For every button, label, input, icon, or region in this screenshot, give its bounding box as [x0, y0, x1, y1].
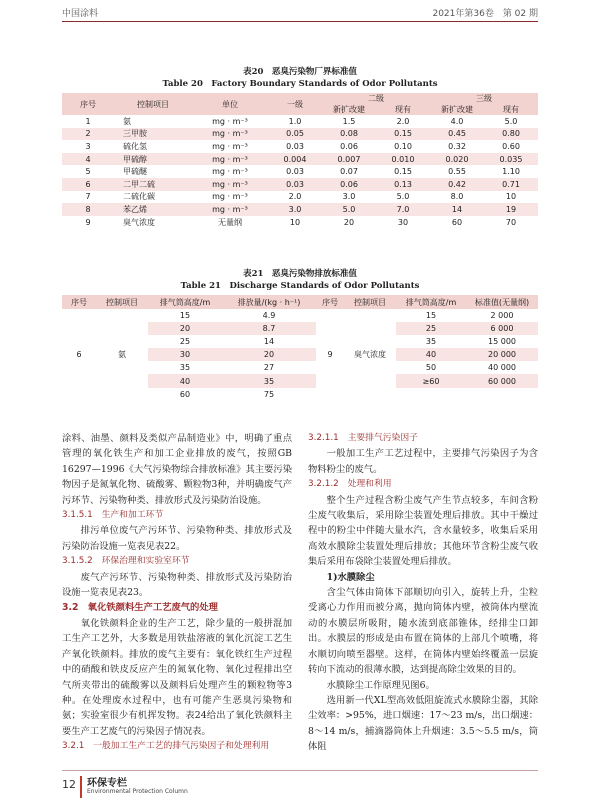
table-cell	[396, 388, 466, 401]
table-cell: 硫化氢	[123, 141, 147, 151]
table-cell: 0.007	[322, 153, 376, 166]
table-cell: 60	[179, 389, 191, 399]
table-cell: 35	[222, 374, 316, 387]
table-cell: 2 000	[490, 311, 514, 321]
t20-head-item: 控制项目	[114, 93, 192, 115]
section-heading-3-2-1-1: 3.2.1.1 主要排气污染因子	[308, 433, 418, 443]
section-heading-3-1-5-2: 3.1.5.2 环保治理和实验室环节	[62, 556, 190, 567]
right-column	[308, 431, 538, 755]
table-row	[62, 309, 538, 322]
t21-head-no2: 序号	[316, 295, 344, 309]
t21-head-height2: 排气筒高度/m	[396, 295, 466, 309]
table-cell: 40	[148, 374, 222, 387]
table-cell: 8.0	[450, 192, 464, 202]
table-cell: 0.07	[340, 167, 358, 177]
t21-head-rate: 排放量/(kg · h⁻¹)	[222, 295, 316, 309]
table-cell: 0.10	[394, 141, 412, 151]
section-heading-3-2: 3.2 氧化铁颜料生产工艺废气的处理	[62, 602, 218, 614]
table-row	[62, 140, 538, 153]
table-cell: 8.7	[222, 322, 316, 335]
table-cell: 氨	[118, 350, 126, 360]
column-subtitle: Environmental Protection Column	[87, 788, 188, 795]
table-cell: 3.0	[342, 192, 356, 202]
table-cell: 三甲胺	[114, 128, 192, 141]
table-cell: 35	[425, 337, 437, 347]
table-cell: 10	[289, 217, 301, 227]
table-cell: mg · m⁻³	[192, 153, 268, 166]
table-cell: 2.0	[288, 192, 302, 202]
table-cell: 0.08	[322, 128, 376, 141]
table-cell: 50	[425, 363, 437, 373]
table-cell: 25	[179, 337, 191, 347]
table-cell	[466, 388, 538, 401]
table-cell: 0.020	[430, 153, 484, 166]
table-cell: 氨	[123, 116, 131, 126]
table-cell: 0.15	[376, 128, 430, 141]
table-cell: 60 000	[466, 374, 538, 387]
table-row	[62, 191, 538, 204]
table-cell: 0.80	[484, 128, 538, 141]
table-cell: 0.55	[448, 167, 466, 177]
table-cell: 苯乙烯	[114, 203, 192, 216]
table-cell: 9	[327, 350, 333, 360]
table-cell: 1.10	[502, 167, 520, 177]
table-cell: 二硫化碳	[123, 192, 155, 202]
table-row	[62, 178, 538, 191]
table-cell: 40	[396, 348, 466, 361]
table-cell: 4.0	[450, 116, 464, 126]
t20-head-grade3: 三级	[430, 93, 538, 104]
table-cell: ≥60	[396, 374, 466, 387]
journal-name: 中国涂料	[62, 9, 99, 19]
table-cell: 3.0	[268, 203, 322, 216]
table20	[62, 93, 538, 228]
table-cell: 15	[179, 311, 191, 321]
table-cell: 臭气浓度	[123, 217, 155, 227]
table-cell: mg · m⁻³	[212, 116, 248, 126]
table-cell: 0.42	[430, 178, 484, 191]
table-cell: 4.9	[262, 311, 276, 321]
paragraph: 一般加工生产工艺过程中，主要排气污染因子为含物料粉尘的废气。	[308, 448, 538, 475]
table-cell: 27	[263, 363, 275, 373]
table-cell: 0.45	[430, 128, 484, 141]
table-cell: 20	[148, 322, 222, 335]
table-cell: 0.60	[502, 141, 520, 151]
table-cell: mg · m⁻³	[192, 128, 268, 141]
table21	[62, 295, 538, 401]
table-cell: mg · m⁻³	[212, 141, 248, 151]
table-cell: 14	[430, 203, 484, 216]
paragraph: 排污单位废气产污环节、污染物种类、排放形式及污染防治设施一览表见表22。	[62, 525, 292, 552]
table-cell: 6 000	[466, 322, 538, 335]
table-cell: 甲硫醇	[114, 153, 192, 166]
table-cell: 5.0	[504, 116, 518, 126]
paragraph: 水膜除尘工作原理见图6。	[326, 679, 435, 691]
table-cell: 10	[505, 192, 517, 202]
table20-title-en: Table 20 Factory Boundary Standards of Odor Pollutants	[162, 79, 438, 89]
table-cell: 0.13	[376, 178, 430, 191]
table-cell: 30	[397, 217, 409, 227]
page-number: 12	[62, 778, 76, 791]
table-cell: 6	[62, 178, 114, 191]
table-cell: 19	[484, 203, 538, 216]
paragraph: 整个生产过程含粉尘废气产生节点较多，车间含粉尘废气收集后，采用除尘装置处理后排放。其中干燥过程中的粉尘中伴随大量水汽，含水量较多，收集后采用高效水膜除尘装置处理后排放；其他环节含粉尘废气收集后采用布袋除尘装置处理后排放。	[308, 494, 538, 568]
t21-head-no: 序号	[62, 295, 96, 309]
footer-divider	[62, 770, 538, 771]
table-cell: mg · m⁻³	[192, 178, 268, 191]
table-cell: 1	[85, 116, 91, 126]
section-heading-3-2-1: 3.2.1 一般加工生产工艺的排气污染因子和处理利用	[62, 741, 270, 752]
paragraph: 废气产污环节、污染物种类、排放形式及污染防治设施一览表见表23。	[62, 571, 292, 599]
table-cell: 0.035	[484, 153, 538, 166]
footer-accent-bar	[80, 776, 82, 798]
table-cell: 0.010	[376, 153, 430, 166]
issue-info: 2021年第36卷 第 02 期	[432, 9, 538, 19]
table-cell: 0.71	[484, 178, 538, 191]
table-cell: 14	[263, 337, 275, 347]
table-cell: 0.03	[268, 178, 322, 191]
table-row	[62, 128, 538, 141]
table-cell: 0.03	[286, 167, 304, 177]
paragraph: 涂料、油墨、颜料及类似产品制造业》中，明确了重点管理的氧化铁生产和加工企业排放的废气，按照GB 16297—1996《大气污染物综合排放标准》其主要污染物因子是氮氧化物、硫酸雾、颗粒物3种，并明确废气产污环节、污染物种类、排放形式及污染防治设施。	[62, 433, 292, 506]
table-cell: 臭气浓度	[354, 350, 386, 360]
table-cell: 甲硫醚	[123, 167, 147, 177]
t20-head-no: 序号	[62, 93, 114, 115]
table21-title-cn: 表21 恶臭污染物排放标准值	[243, 269, 357, 279]
t20-head-g3-new: 新扩改建	[430, 104, 484, 115]
t21-head-std: 标准值(无量纲)	[466, 295, 538, 309]
paragraph: 选用新一代XL型高效低阻旋流式水膜除尘器，其除尘效率：>95%，进口烟速：17～23 m/s，出口烟速：8～14 m/s，捕滴器筒体上升烟速：3.5～5.5 m/s，筒体阻	[308, 694, 538, 753]
table-cell: 4	[62, 153, 114, 166]
table-cell: 7.0	[376, 203, 430, 216]
t20-head-grade2: 二级	[322, 93, 430, 104]
paragraph: 氧化铁颜料企业的生产工艺，除少量的一般拼混加工生产工艺外，大多数是用铁盐溶液的氧化沉淀工艺生产氧化铁颜料。排放的废气主要有：氧化铁红生产过程中的硝酸和铁皮反应产生的氮氧化物、氧化过程排出空气所夹带出的硫酸雾以及颜料后处理产生的颗粒物等3种。在处理废水过程中，也有可能产生恶臭污染物和氨；实验室很少有机挥发物。表24给出了氧化铁颜料主要生产工艺废气的污染因子情况表。	[62, 617, 292, 737]
table-cell: 35	[179, 363, 191, 373]
table-cell: 0.05	[268, 128, 322, 141]
table-cell: mg · m⁻³	[192, 203, 268, 216]
table-cell: 无量纲	[218, 217, 242, 227]
table-cell: 7	[85, 192, 91, 202]
left-column	[62, 431, 292, 755]
table-row	[62, 165, 538, 178]
table-cell: 3	[85, 141, 91, 151]
table21-title-en: Table 21 Discharge Standards of Odor Pollutants	[180, 281, 420, 291]
t21-head-item2: 控制项目	[344, 295, 396, 309]
table-cell: mg · m⁻³	[212, 167, 248, 177]
table-cell: 0.03	[286, 141, 304, 151]
table-cell: 0.32	[448, 141, 466, 151]
table-cell: 20	[222, 348, 316, 361]
table-cell: 2	[62, 128, 114, 141]
table-cell: 75	[263, 389, 275, 399]
table-row	[62, 115, 538, 128]
t20-head-grade1: 一级	[268, 93, 322, 115]
section-heading-3-1-5-1: 3.1.5.1 生产和加工环节	[62, 510, 164, 521]
table-cell: 20	[343, 217, 355, 227]
table-cell: 0.004	[268, 153, 322, 166]
t21-head-height: 排气筒高度/m	[148, 295, 222, 309]
table-cell: 0.06	[340, 141, 358, 151]
running-header	[62, 6, 538, 20]
table-cell: 15	[425, 311, 437, 321]
table-row	[62, 203, 538, 216]
table-row	[62, 153, 538, 166]
table20-title-cn: 表20 恶臭污染物厂界标准值	[243, 67, 357, 77]
table-cell: 8	[62, 203, 114, 216]
table-cell: 2.0	[396, 116, 410, 126]
table-cell: 20 000	[466, 348, 538, 361]
t21-head-item: 控制项目	[96, 295, 148, 309]
subheading-water-film: 1)水膜除尘	[326, 571, 375, 583]
table-cell: 5	[85, 167, 91, 177]
paragraph: 含尘气体由筒体下部顺切向引入，旋转上升，尘粒受离心力作用而被分离，抛向筒体内壁，被筒体内壁流动的水膜层所吸附，随水流到底部锥体，经排尘口卸出。水膜层的形成是由布置在筒体的上部几个喷嘴，将水顺切向喷至器壁。这样，在筒体内壁始终覆盖一层旋转向下流动的很薄水膜，达到提高除尘效果的目的。	[308, 587, 538, 676]
table-cell: 5.0	[396, 192, 410, 202]
t20-head-g2-new: 新扩改建	[322, 104, 376, 115]
header-divider	[62, 21, 538, 22]
table-cell: 1.0	[288, 116, 302, 126]
table-cell: 二甲二硫	[114, 178, 192, 191]
table-cell: 1.5	[342, 116, 356, 126]
t20-head-g3-cur: 现有	[484, 104, 538, 115]
table-row	[62, 216, 538, 229]
table-cell: 40 000	[488, 363, 516, 373]
column-title: 环保专栏	[87, 778, 127, 789]
table-cell: 6	[76, 350, 82, 360]
table-cell: 70	[505, 217, 517, 227]
table-cell: 5.0	[322, 203, 376, 216]
table-cell: 25	[396, 322, 466, 335]
table-cell: 9	[85, 217, 91, 227]
table-cell: 60	[451, 217, 463, 227]
section-heading-3-2-1-2: 3.2.1.2 处理和利用	[308, 479, 392, 490]
table-cell: 30	[148, 348, 222, 361]
table-cell: mg · m⁻³	[212, 192, 248, 202]
table-cell: 15 000	[488, 337, 516, 347]
t20-head-g2-cur: 现有	[376, 104, 430, 115]
t20-head-unit: 单位	[192, 93, 268, 115]
table-cell: 0.06	[322, 178, 376, 191]
table-cell: 0.15	[394, 167, 412, 177]
